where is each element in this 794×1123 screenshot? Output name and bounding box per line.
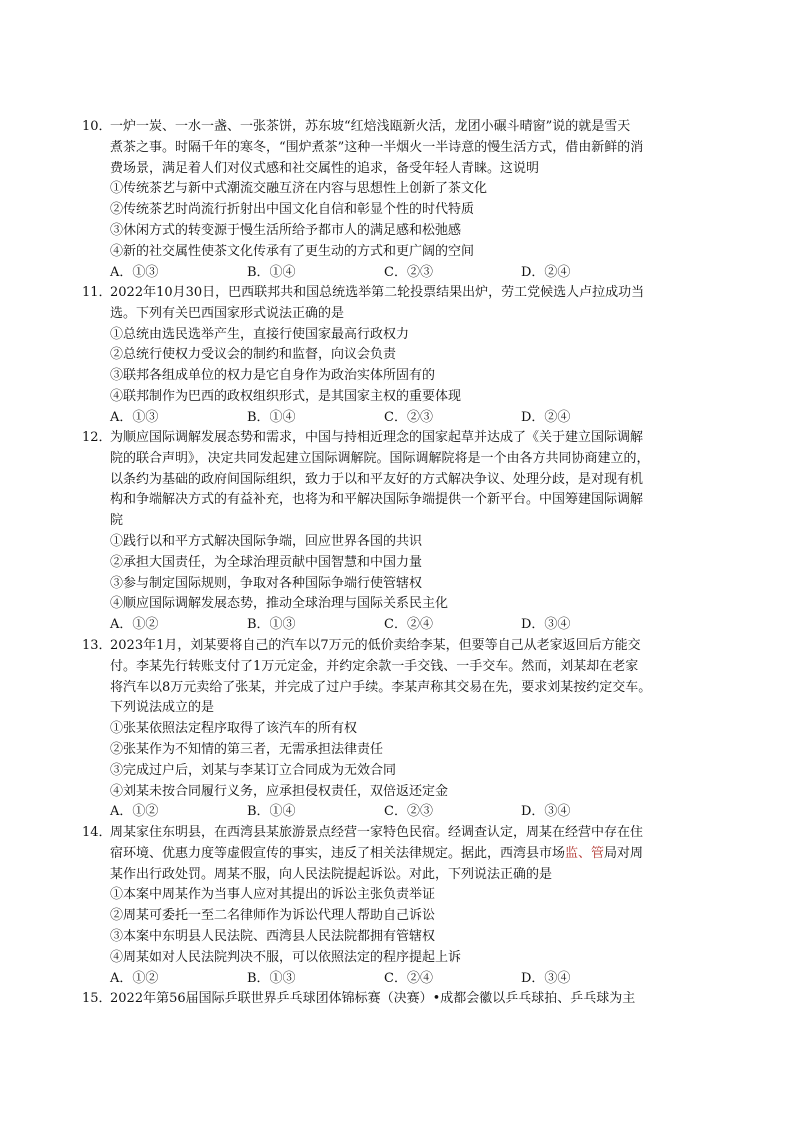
stem-line: 将汽车以8万元卖给了张某，并完成了过户手续。李某声称其交易在先，要求刘某按约定交车。 — [110, 679, 652, 695]
statement-item: ④周某如对人民法院判决不服，可以依照法定的程序提起上诉 — [110, 949, 462, 965]
option-a[interactable]: A．①③ — [110, 409, 159, 425]
stem-line: 院 — [110, 513, 124, 529]
question-stem — [110, 989, 712, 1010]
option-a[interactable]: A．①② — [110, 804, 159, 820]
statement-item: ②总统行使权力受议会的制约和监督，向议会负责 — [110, 347, 397, 363]
statement-item: ①本案中周某作为当事人应对其提出的诉讼主张负责举证 — [110, 887, 436, 903]
statement-item: ①践行以和平方式解决国际争端，回应世界各国的共识 — [110, 533, 423, 549]
stem-line: 选。下列有关巴西国家形式说法正确的是 — [110, 305, 345, 321]
option-c[interactable]: C．②③ — [384, 409, 433, 425]
option-b[interactable]: B．①④ — [247, 804, 296, 820]
question-12 — [82, 428, 712, 636]
question-stem — [110, 117, 712, 179]
statement-item: ①张某依照法定程序取得了该汽车的所有权 — [110, 721, 358, 737]
question-number: 12． — [82, 430, 112, 445]
answer-options — [110, 615, 712, 636]
statement-item: ③休闲方式的转变源于慢生活所给予都市人的满足感和松弛感 — [110, 222, 462, 238]
question-number: 15． — [82, 991, 112, 1006]
option-b[interactable]: B．①④ — [247, 264, 296, 280]
option-c[interactable]: C．②④ — [384, 617, 433, 633]
option-a[interactable]: A．①② — [110, 617, 159, 633]
option-b[interactable]: B．①③ — [247, 970, 296, 986]
stem-line: 2022年第56届国际乒联世界乒乓球团体锦标赛（决赛）•成都会徽以乒乓球拍、乒乓球为主 — [110, 991, 636, 1006]
question-15 — [82, 989, 712, 1010]
statement-item: ①总统由选民选举产生，直接行使国家最高行政权力 — [110, 326, 410, 342]
question-11 — [82, 283, 712, 429]
answer-options — [110, 969, 712, 990]
statement-item: ①传统茶艺与新中式潮流交融互济在内容与思想性上创新了茶文化 — [110, 181, 488, 197]
statement-item: ④顺应国际调解发展态势，推动全球治理与国际关系民主化 — [110, 596, 449, 612]
option-a[interactable]: A．①② — [110, 970, 159, 986]
question-stem — [110, 636, 712, 719]
statement-item: ②张某作为不知情的第三者，无需承担法律责任 — [110, 741, 384, 757]
stem-line: 为顺应国际调解发展态势和需求，中国与持相近理念的国家起草并达成了《关于建立国际调解 — [110, 430, 644, 445]
statement-item: ②传统茶艺时尚流行折射出中国文化自信和彰显个性的时代特质 — [110, 202, 475, 218]
option-b[interactable]: B．①④ — [247, 409, 296, 425]
stem-line: 费场景，满足着人们对仪式感和社交属性的追求，备受年轻人青睐。这说明 — [110, 160, 540, 176]
stem-line: 2022年10月30日，巴西联邦共和国总统选举第二轮投票结果出炉，劳工党候选人卢拉成功当 — [110, 285, 645, 300]
statement-item: ③参与制定国际规则，争取对各种国际争端行使管辖权 — [110, 575, 423, 591]
statement-item: ②承担大国责任，为全球治理贡献中国智慧和中国力量 — [110, 554, 423, 570]
stem-line: 某作出行政处罚。周某不服，向人民法院提起诉讼。对此，下列说法正确的是 — [110, 866, 553, 882]
question-number: 10． — [82, 119, 112, 134]
stem-line: 煮茶之事。时隔千年的寒冬，“围炉煮茶”这种一半烟火一半诗意的慢生活方式，借由新鲜的消 — [110, 139, 644, 155]
statement-item: ③完成过户后，刘某与李某订立合同成为无效合同 — [110, 762, 397, 778]
question-13 — [82, 636, 712, 823]
question-number: 13． — [82, 638, 112, 653]
question-10 — [82, 117, 712, 283]
stem-line: 院的联合声明》，决定共同发起建立国际调解院。国际调解院将是一个由各方共同协商建立的， — [110, 450, 650, 466]
question-stem — [110, 428, 712, 532]
option-a[interactable]: A．①③ — [110, 264, 159, 280]
option-d[interactable]: D．③④ — [521, 970, 571, 986]
option-d[interactable]: D．③④ — [521, 804, 571, 820]
answer-options — [110, 408, 712, 429]
stem-line: 构和争端解决方式的有益补充，也将为和平解决国际争端提供一个新平台。中国筹建国际调解 — [110, 492, 644, 508]
stem-line: 下列说法成立的是 — [110, 700, 215, 716]
answer-options — [110, 802, 712, 823]
option-c[interactable]: C．②③ — [384, 804, 433, 820]
stem-line: 宿环境、优惠力度等虚假宣传的事实，违反了相关法律规定。据此，西湾县市场监、管局对周 — [110, 845, 644, 861]
statement-item: ③本案中东明县人民法院、西湾县人民法院都拥有管辖权 — [110, 928, 436, 944]
option-b[interactable]: B．①③ — [247, 617, 296, 633]
stem-line: 以条约为基础的政府间国际组织，致力于以和平友好的方式解决争议、处理分歧，是对现有机 — [110, 471, 644, 487]
option-d[interactable]: D．③④ — [521, 617, 571, 633]
stem-line: 2023年1月，刘某要将自己的汽车以7万元的低价卖给李某，但要等自己从老家返回后方能交 — [110, 638, 641, 653]
option-c[interactable]: C．②③ — [384, 264, 433, 280]
question-stem — [110, 823, 712, 885]
question-number: 11． — [82, 285, 112, 300]
option-d[interactable]: D．②④ — [521, 409, 571, 425]
answer-options — [110, 263, 712, 284]
question-stem — [110, 283, 712, 325]
question-14 — [82, 823, 712, 989]
stem-line: 付。李某先行转账支付了1万元定金，并约定余款一手交钱、一手交车。然而，刘某却在老家 — [110, 658, 639, 674]
statement-item: ④联邦制作为巴西的政权组织形式，是其国家主权的重要体现 — [110, 388, 462, 404]
statement-item: ②周某可委托一至二名律师作为诉讼代理人帮助自己诉讼 — [110, 908, 436, 924]
statement-item: ④新的社交属性使茶文化传承有了更生动的方式和更广阔的空间 — [110, 243, 475, 259]
statement-item: ④刘某未按合同履行义务，应承担侵权责任，双倍返还定金 — [110, 783, 449, 799]
highlighted-text: 监、管 — [565, 845, 605, 861]
option-d[interactable]: D．②④ — [521, 264, 571, 280]
question-number: 14． — [82, 825, 112, 840]
option-c[interactable]: C．②④ — [384, 970, 433, 986]
statement-item: ③联邦各组成单位的权力是它自身作为政治实体所固有的 — [110, 368, 436, 384]
stem-line: 周某家住东明县，在西湾县某旅游景点经营一家特色民宿。经调查认定，周某在经营中存在住 — [110, 825, 644, 840]
stem-line: 一炉一炭、一水一盏、一张茶饼，苏东坡“红焙浅瓯新火活，龙团小碾斗晴窗”说的就是雪天 — [110, 119, 631, 134]
